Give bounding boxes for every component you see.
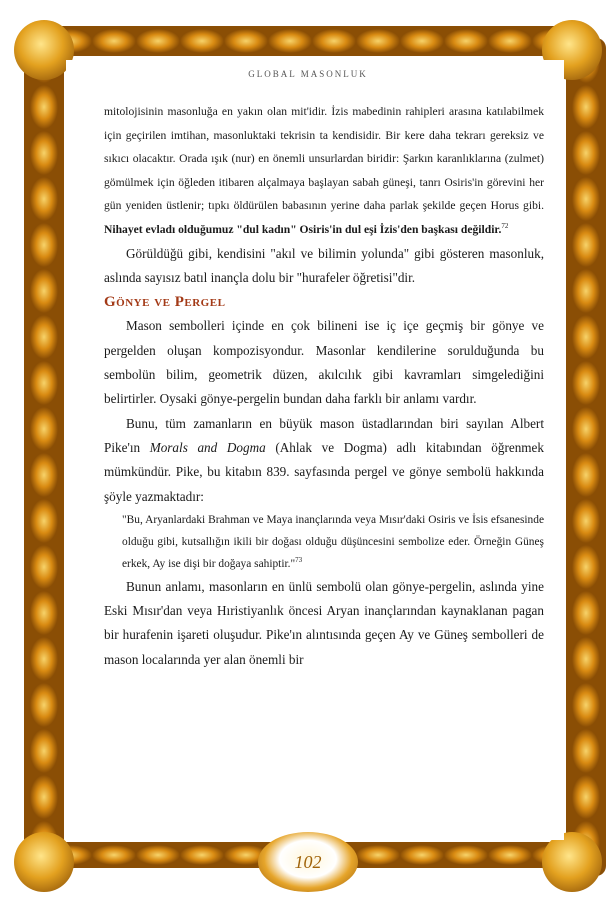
paragraph-1-text: mitolojisinin masonluğa en yakın olan mit'idir. İzis mabedinin rahipleri arasına katılabilmek için geçirilen imtihan, masonluktaki tekrisin ta kendisidir. Bir kere daha tekrarı gereksiz ve sıkıcı olacaktır. Orada ışık (nur) en önemli unsurlardan biridir: Şarkın karanlıklarına (zulmet) gömülmek için öğleden itibaren alçalmaya başlayan sabah güneşi, tanrı Osiris'in görevini her gün yeniden üstlenir; tıpkı öldürülen babasının yerine daha parlak şekilde geçen Horus gibi. (104, 105, 544, 213)
frame-right-column (566, 38, 606, 876)
footnote-ref-72: 72 (501, 222, 509, 231)
quote-text: "Bu, Aryanlardaki Brahman ve Maya inançlarında veya Mısır'daki Osiris ve İsis efsanesinde olduğu gibi, kutsallığın ikili bir doğası olduğu düşüncesini sembolize eder. Örneğin Güneş erkek, Ay ise dişi bir doğaya sahiptir." (122, 513, 544, 570)
block-quote (104, 509, 544, 575)
body-text (104, 100, 544, 672)
paragraph-2: Görüldüğü gibi, kendisini "akıl ve bilimin yolunda" gibi gösteren masonluk, aslında sayısız batıl inançla dolu bir "hurafeler öğretisi"dir. (104, 245, 544, 285)
paragraph-3: Mason sembolleri içinde en çok bilineni ise iç içe geçmiş bir gönye ve pergelden oluşan kompozisyondur. Masonlar kendilerine sorulduğunda bu sembolün bilim, geometrik düzen, akılcılık gibi kavramları simgelediğini belirtirler. Oysaki gönye-pergelin bundan daha farklı bir anlamı vardır. (104, 318, 544, 407)
paragraph-4-text-a: Bunu, tüm zamanların en büyük mason üstadlarından biri sayılan Albert Pike'ın (104, 415, 544, 455)
frame-left-column (24, 38, 64, 876)
footnote-ref-73: 73 (295, 556, 303, 565)
paragraph-1-bold: Nihayet evladı olduğumuz "dul kadın" Osiris'in dul eşi İzis'den başkası değildir. (104, 222, 502, 236)
paragraph-4-text-b: (Ahlak ve Dogma) adlı kitabından öğrenmek mümkündür. Pike, bu kitabın 839. sayfasında pergel ve gönye sembolü hakkında şöyle yazmaktadır: (104, 439, 544, 504)
page-number: 102 (294, 852, 322, 872)
running-head: GLOBAL MASONLUK (248, 69, 368, 79)
paragraph-5: Bunun anlamı, masonların en ünlü sembolü olan gönye-pergelin, aslında yine Eski Mısır'dan veya Hıristiyanlık öncesi Aryan inançlarından kaynaklanan pagan bir hurafenin işareti oluşudur. Pike'ın alıntısında geçen Ay ve Güneş sembolleri de mason localarında yer alan önemli bir (104, 578, 544, 667)
paragraph-1 (104, 100, 544, 242)
paragraph-4 (104, 412, 544, 509)
frame-corner-bottom-right (542, 832, 602, 892)
book-title: Morals and Dogma (149, 439, 266, 455)
section-title: Gönye ve Pergel (104, 294, 226, 311)
frame-top-garland (48, 26, 572, 56)
frame-corner-bottom-left (14, 832, 74, 892)
